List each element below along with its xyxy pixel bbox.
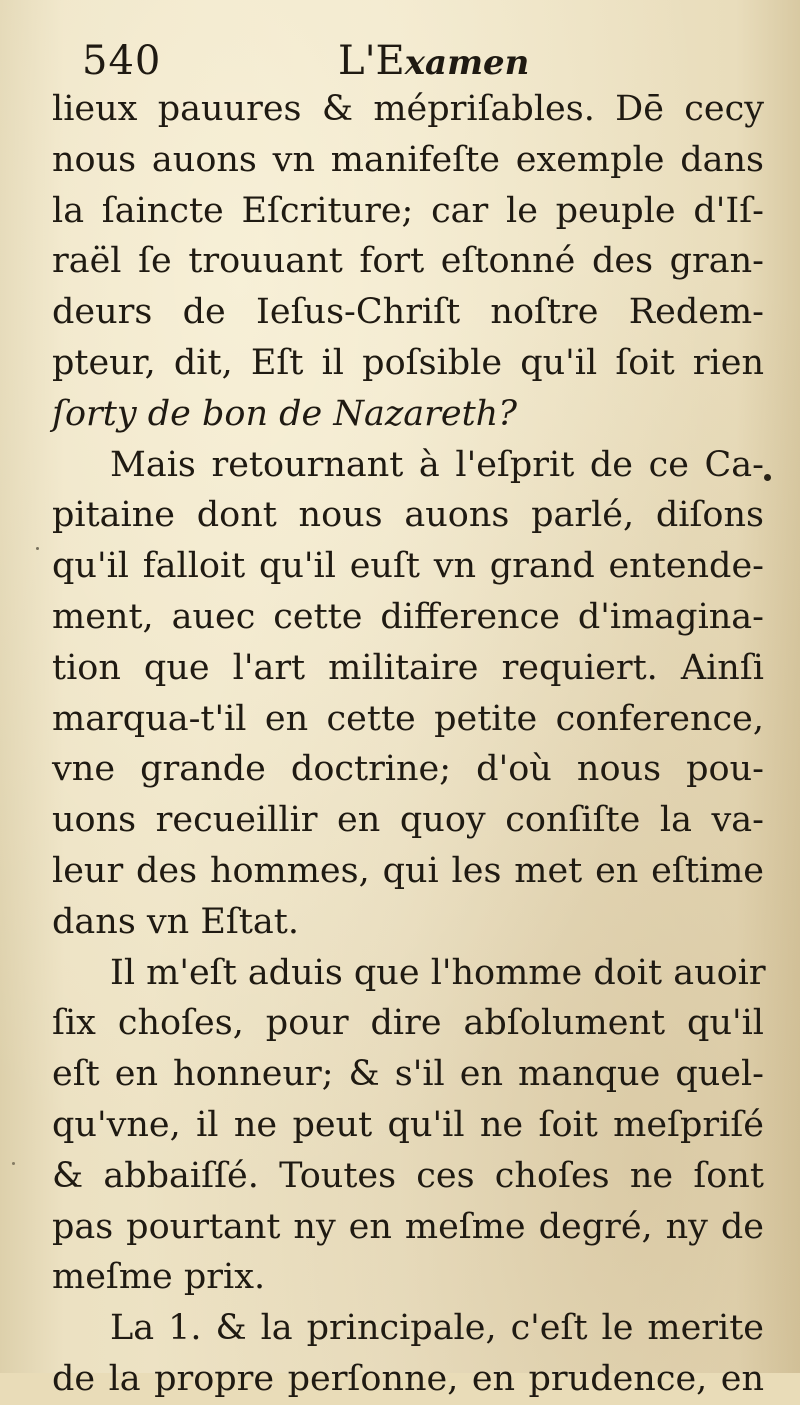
body-text — [52, 84, 764, 1405]
text-line: marqua-t'il en cette petite conference, — [52, 698, 764, 739]
ink-speck — [36, 547, 39, 550]
text-line: la ſaincte Eſcriture; car le peuple d'Iſ- — [52, 190, 764, 231]
running-head-italic: xamen — [404, 43, 530, 83]
text-line: Mais retournant à l'eſprit de ce Ca- — [110, 444, 764, 485]
text-line: raël ſe trouuant fort eſtonné des gran- — [52, 241, 764, 282]
text-line: lieux pauures & mépriſables. Dē cecy — [52, 89, 764, 129]
text-line: deurs de Ieſus-Chriſt noſtre Redem- — [52, 292, 764, 333]
text-line: leur des hommes, qui les met en eſtime — [52, 850, 764, 891]
text-line: qu'vne, il ne peut qu'il ne ſoit meſpriſé — [52, 1104, 764, 1145]
text-line: ſorty de bon de Nazareth? — [52, 393, 517, 434]
text-line: dans vn Eſtat. — [52, 901, 299, 942]
text-line: de la propre perſonne, en prudence, en — [52, 1358, 764, 1399]
text-line: & abbaiſſé. Toutes ces choſes ne ſont — [52, 1155, 764, 1196]
text-line: pas pourtant ny en meſme degré, ny de — [52, 1206, 764, 1247]
text-line: qu'il falloit qu'il euſt vn grand entende- — [52, 546, 764, 587]
text-line: tion que l'art militaire requiert. Ainſi — [52, 647, 764, 688]
running-head-prefix: L'E — [338, 38, 405, 84]
ink-speck — [764, 474, 771, 481]
text-line: meſme prix. — [52, 1257, 266, 1298]
running-head — [338, 36, 529, 88]
text-line: ment, auec cette difference d'imagina- — [52, 596, 764, 637]
text-line: uons recueillir en quoy conſiſte la va- — [52, 800, 764, 841]
text-line: nous auons vn manifeſte exemple dans — [52, 139, 764, 180]
text-line: pteur, dit, Eſt il poſsible qu'il ſoit rien — [52, 342, 764, 383]
ink-speck — [12, 1162, 15, 1165]
page-number: 540 — [82, 38, 162, 84]
text-line: pitaine dont nous auons parlé, diſons — [52, 495, 764, 536]
text-line: eſt en honneur; & s'il en manque quel- — [52, 1054, 764, 1095]
page-header — [82, 36, 722, 86]
text-line: ſix choſes, pour dire abſolument qu'il — [52, 1003, 764, 1044]
text-line: vne grande doctrine; d'où nous pou- — [52, 749, 764, 790]
text-line: La 1. & la principale, c'eſt le merite — [110, 1308, 764, 1349]
text-line: Il m'eſt aduis que l'homme doit auoir — [110, 952, 766, 993]
